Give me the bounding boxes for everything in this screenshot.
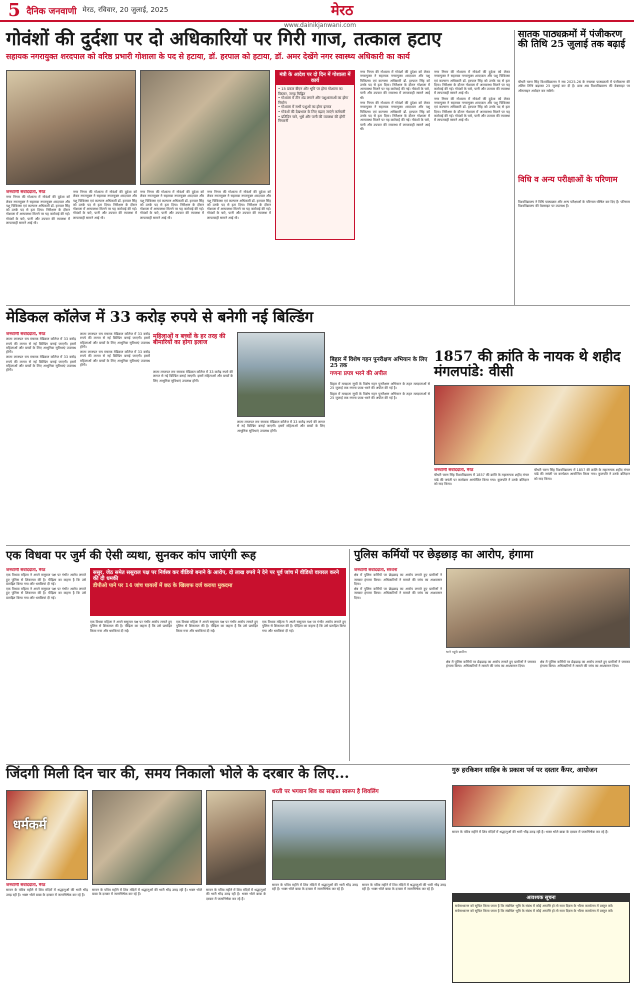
lead-box-list — [276, 85, 354, 126]
police-body-col3 — [540, 660, 630, 760]
police-body-col1 — [354, 568, 442, 760]
lead-box-item: • गोवंशों की देखभाल के लिए बढ़ाए जाएंगे कर्मचारी — [278, 109, 346, 114]
police-body-cont: क्षेत्र में पुलिस कर्मियों पर छेड़छाड़ का आरोप लगाते हुए ग्रामीणों ने जमकर हंगामा किया। अधिकारियों ने मामले की जांच का आश्वासन दिया। — [540, 660, 630, 669]
lead-body-col6 — [434, 70, 510, 300]
lead-box-title: मंत्री के आदेश पर दो दिन में गोशाला में कार्य — [276, 71, 354, 85]
bottom-photo — [6, 790, 88, 880]
freedom-headline: 1857 की क्रांति के नायक थे शहीद मंगलपांडे: वीसी — [434, 349, 621, 380]
lead-subhead: सहायक नगरायुक्त शरदपाल को वरिष्ठ प्रभारी गोशाला के पद से हटाया, डॉ. हरपाल को हटाया, डॉ. अमर देखेंगे नगर स्वास्थ्य अधिकारी का कार्य — [6, 52, 410, 61]
lead-box-item: • गोशाला में सभी पशुओं का होगा इलाज — [278, 105, 332, 110]
website-url[interactable]: www.dainikjanwani.com — [283, 22, 357, 29]
lead-body-col3 — [140, 190, 204, 300]
medical-headline: मेडिकल कॉलेज में 33 करोड़ रुपये से बनेगी नई बिल्डिंग — [6, 308, 314, 326]
police-body-cont: क्षेत्र में पुलिस कर्मियों पर छेड़छाड़ का आरोप लगाते हुए ग्रामीणों ने जमकर हंगामा किया। अधिकारियों ने मामले की जांच का आश्वासन दिया। — [354, 587, 442, 600]
bottom-body-cont: सावन के पवित्र महीने में शिव मंदिरों में श्रद्धालुओं की भारी भीड़ उमड़ रही है। भक्त भोले बाबा के दरबार में जलाभिषेक कर रहे हैं। — [362, 883, 446, 892]
gurpurab-headline: गुरु हरकिशन साहिब के प्रकाश पर्व पर दस्तार कैंपर, आयोजन — [452, 766, 598, 774]
bottom-body-col3 — [206, 888, 266, 983]
widow-body: एक विधवा महिला ने अपने ससुराल पक्ष पर गंभीर आरोप लगाते हुए पुलिस से शिकायत की है। पीड़िता का कहना है कि उसे प्रताड़ित किया गया और धमकियां दी गईं। — [6, 573, 86, 586]
medical-callout: महिलाओं व बच्चों के हर तरह की बीमारियों का होगा इलाज — [153, 333, 226, 347]
widow-red-box-text: ससुर, जेठ समेत ससुराल पक्ष पर निर्वस्त्र कर वीडियो बनाने के आरोप, दो लाख रुपये ने देने पर पूर्व जांच में वीडियो वायरल करने की दी धमकी — [93, 570, 339, 582]
police-body: क्षेत्र में पुलिस कर्मियों पर छेड़छाड़ का आरोप लगाते हुए ग्रामीणों ने जमकर हंगामा किया। अधिकारियों ने मामले की जांच का आश्वासन दिया। — [354, 573, 442, 586]
bottom-body: सावन के पवित्र महीने में शिव मंदिरों में श्रद्धालुओं की भारी भीड़ उमड़ रही है। भक्त भोले बाबा के दरबार में जलाभिषेक कर रहे हैं। — [6, 888, 88, 897]
page-number: 5 — [8, 0, 21, 21]
section-divider — [6, 764, 630, 765]
medical-body-col1 — [6, 332, 76, 542]
lead-info-box — [275, 70, 355, 240]
side-top-headline: सातक पाठ्यक्रमों में पंजीकरण की तिथि 25 जुलाई तक बढ़ाई — [518, 29, 626, 50]
lead-body-cont: नगर निगम की गोशाला में गोवंशों की दुर्दशा को लेकर नगरायुक्त ने सहायक नगरायुक्त शरदपाल और पशु चिकित्सा एवं कल्याण अधिकारी डॉ. हरपाल सिंह को उनके पद से हटा दिया। निरीक्षण के दौरान गोशाला में अव्यवस्था मिलने पर यह कार्रवाई की गई। गोवंशों के चारे, पानी और उपचार की व्यवस्था में लापरवाही सामने आई थी। — [207, 190, 271, 220]
police-photo-caption: थाने पहुंचे ग्रामीण — [446, 650, 467, 654]
lead-box-item: • प्रतिदिन चारे, भूसे और पानी की व्यवस्था की होगी निगरानी — [278, 114, 346, 124]
masthead — [0, 0, 634, 22]
lead-headline: गोवंशों की दुर्दशा पर दो अधिकारियों पर गिरी गाज, तत्काल हटाए — [6, 29, 442, 50]
paper-name: दैनिक जनवाणी — [26, 6, 77, 17]
widow-body-cont: एक विधवा महिला ने अपने ससुराल पक्ष पर गंभीर आरोप लगाते हुए पुलिस से शिकायत की है। पीड़िता का कहना है कि उसे प्रताड़ित किया गया और धमकियां दी गईं। — [90, 620, 172, 633]
widow-body-col2 — [90, 620, 172, 760]
gurpurab-photo — [452, 785, 630, 827]
widow-body-col4 — [262, 620, 346, 760]
bottom-body-col5 — [362, 883, 446, 983]
medical-body-col2 — [80, 332, 150, 542]
mid-subhead: गणना प्रपत्र भरने की अपील — [330, 371, 387, 377]
police-byline: जनवाणी संवाददाता, सरधना — [354, 568, 398, 572]
lead-body-cont: नगर निगम की गोशाला में गोवंशों की दुर्दशा को लेकर नगरायुक्त ने सहायक नगरायुक्त शरदपाल और पशु चिकित्सा एवं कल्याण अधिकारी डॉ. हरपाल सिंह को उनके पद से हटा दिया। निरीक्षण के दौरान गोशाला में अव्यवस्था मिलने पर यह कार्रवाई की गई। गोवंशों के चारे, पानी और उपचार की व्यवस्था में लापरवाही सामने आई थी। — [434, 96, 510, 123]
dharmakarm-label: धर्मकर्म — [13, 818, 47, 833]
side-sub-text: विश्वविद्यालय ने विधि पाठ्यक्रम और अन्य परीक्षाओं के परिणाम घोषित कर दिए हैं। परिणाम विश्वविद्यालय की वेबसाइट पर उपलब्ध हैं। — [518, 200, 630, 209]
lead-body-col2 — [73, 190, 137, 300]
widow-byline: जनवाणी संवाददाता, मेरठ — [6, 568, 46, 572]
side-sub-body — [518, 200, 630, 300]
column-divider — [349, 549, 350, 761]
widow-headline: एक विधवा पर जुर्म की ऐसी व्यथा, सुनकर कांप जाएंगी रूह — [6, 548, 256, 562]
medical-body-cont: लाला लाजपत राय स्मारक मेडिकल कॉलेज में 33 करोड़ रुपये की लागत से नई बिल्डिंग बनाई जाएगी। इसमें महिलाओं और बच्चों के लिए आधुनिक सुविधाएं उपलब्ध होंगी। — [6, 355, 76, 373]
police-photo — [446, 568, 630, 648]
column-divider — [514, 30, 515, 305]
medical-body-cont: लाला लाजपत राय स्मारक मेडिकल कॉलेज में 33 करोड़ रुपये की लागत से नई बिल्डिंग बनाई जाएगी। इसमें महिलाओं और बच्चों के लिए आधुनिक सुविधाएं उपलब्ध होंगी। — [237, 420, 325, 433]
side-top-text: चौधरी चरण सिंह विश्वविद्यालय ने सत्र 2025-26 के स्नातक पाठ्यक्रमों में पंजीकरण की अंतिम तिथि बढ़ाकर 25 जुलाई कर दी है। छात्र अब विश्वविद्यालय की वेबसाइट पर ऑनलाइन आवेदन कर सकेंगे। — [518, 80, 630, 93]
bottom-body-col2 — [92, 888, 202, 983]
police-headline: पुलिस कर्मियों पर छेड़छाड़ का आरोप, हंगामा — [354, 548, 534, 561]
mid-body-text: बिहार में मतदाता सूची के विशेष गहन पुनरीक्षण अभियान के तहत मतदाताओं से 25 जुलाई तक गणना प्रपत्र भरने की अपील की गई है। — [330, 391, 430, 400]
side-top-body — [518, 80, 630, 170]
gurpurab-text: सावन के पवित्र महीने में शिव मंदिरों में श्रद्धालुओं की भारी भीड़ उमड़ रही है। भक्त भोले बाबा के दरबार में जलाभिषेक कर रहे हैं। — [452, 830, 609, 834]
lead-body: नगर निगम की गोशाला में गोवंशों की दुर्दशा को लेकर नगरायुक्त ने सहायक नगरायुक्त शरदपाल और पशु चिकित्सा एवं कल्याण अधिकारी डॉ. हरपाल सिंह को उनके पद से हटा दिया। निरीक्षण के दौरान गोशाला में अव्यवस्था मिलने पर यह कार्रवाई की गई। गोवंशों के चारे, पानी और उपचार की व्यवस्था में लापरवाही सामने आई थी। — [6, 195, 70, 226]
medical-body-cont: लाला लाजपत राय स्मारक मेडिकल कॉलेज में 33 करोड़ रुपये की लागत से नई बिल्डिंग बनाई जाएगी। इसमें महिलाओं और बच्चों के लिए आधुनिक सुविधाएं उपलब्ध होंगी। — [80, 332, 150, 349]
widow-body-col1 — [6, 568, 86, 760]
temple-photo — [272, 800, 446, 880]
police-body-col2 — [446, 660, 536, 760]
lead-photo-center — [140, 70, 270, 185]
freedom-body-col1 — [434, 468, 529, 542]
lead-body-cont: नगर निगम की गोशाला में गोवंशों की दुर्दशा को लेकर नगरायुक्त ने सहायक नगरायुक्त शरदपाल और पशु चिकित्सा एवं कल्याण अधिकारी डॉ. हरपाल सिंह को उनके पद से हटा दिया। निरीक्षण के दौरान गोशाला में अव्यवस्था मिलने पर यह कार्रवाई की गई। गोवंशों के चारे, पानी और उपचार की व्यवस्था में लापरवाही सामने आई थी। — [360, 101, 430, 131]
medical-body-col3 — [153, 370, 233, 542]
bottom-headline: जिंदगी मिली दिन चार की, समय निकालो भोले के दरबार के लिए... — [6, 766, 350, 782]
medical-body-cont: लाला लाजपत राय स्मारक मेडिकल कॉलेज में 33 करोड़ रुपये की लागत से नई बिल्डिंग बनाई जाएगी। इसमें महिलाओं और बच्चों के लिए आधुनिक सुविधाएं उपलब्ध होंगी। — [153, 370, 233, 383]
notice-body — [453, 902, 629, 978]
lead-photo-left — [6, 70, 136, 185]
bottom-body-cont: सावन के पवित्र महीने में शिव मंदिरों में श्रद्धालुओं की भारी भीड़ उमड़ रही है। भक्त भोले बाबा के दरबार में जलाभिषेक कर रहे हैं। — [272, 883, 358, 892]
lead-body-cont: नगर निगम की गोशाला में गोवंशों की दुर्दशा को लेकर नगरायुक्त ने सहायक नगरायुक्त शरदपाल और पशु चिकित्सा एवं कल्याण अधिकारी डॉ. हरपाल सिंह को उनके पद से हटा दिया। निरीक्षण के दौरान गोशाला में अव्यवस्था मिलने पर यह कार्रवाई की गई। गोवंशों के चारे, पानी और उपचार की व्यवस्था में लापरवाही सामने आई थी। — [360, 70, 430, 100]
lead-body-col4 — [207, 190, 271, 300]
widow-body-cont: एक विधवा महिला ने अपने ससुराल पक्ष पर गंभीर आरोप लगाते हुए पुलिस से शिकायत की है। पीड़िता का कहना है कि उसे प्रताड़ित किया गया और धमकियां दी गईं। — [176, 620, 258, 633]
bottom-body-cont: सावन के पवित्र महीने में शिव मंदिरों में श्रद्धालुओं की भारी भीड़ उमड़ रही है। भक्त भोले बाबा के दरबार में जलाभिषेक कर रहे हैं। — [206, 888, 266, 901]
widow-body-col3 — [176, 620, 258, 760]
notice-title: आवश्यक सूचना — [453, 894, 629, 902]
lead-body-cont: नगर निगम की गोशाला में गोवंशों की दुर्दशा को लेकर नगरायुक्त ने सहायक नगरायुक्त शरदपाल और पशु चिकित्सा एवं कल्याण अधिकारी डॉ. हरपाल सिंह को उनके पद से हटा दिया। निरीक्षण के दौरान गोशाला में अव्यवस्था मिलने पर यह कार्रवाई की गई। गोवंशों के चारे, पानी और उपचार की व्यवस्था में लापरवाही सामने आई थी। — [140, 190, 204, 220]
bottom-body-col4 — [272, 883, 358, 983]
masthead-left — [8, 0, 168, 21]
lead-body-col1 — [6, 190, 70, 300]
bottom-byline: जनवाणी संवाददाता, मेरठ — [6, 883, 46, 887]
widow-body-cont: एक विधवा महिला ने अपने ससुराल पक्ष पर गंभीर आरोप लगाते हुए पुलिस से शिकायत की है। पीड़िता का कहना है कि उसे प्रताड़ित किया गया और धमकियां दी गईं। — [262, 620, 346, 633]
portrait-photo — [206, 790, 266, 885]
bottom-body-col1 — [6, 883, 88, 983]
medical-byline: जनवाणी संवाददाता, मेरठ — [6, 332, 46, 336]
widow-body-cont: एक विधवा महिला ने अपने ससुराल पक्ष पर गंभीर आरोप लगाते हुए पुलिस से शिकायत की है। पीड़िता का कहना है कि उसे प्रताड़ित किया गया और धमकियां दी गईं। — [6, 587, 86, 600]
side-sub-headline: विधि व अन्य परीक्षाओं के परिणाम — [518, 174, 618, 184]
freedom-body-cont: चौधरी चरण सिंह विश्वविद्यालय में 1857 की क्रांति के महानायक शहीद मंगल पांडे की जयंती पर कार्यक्रम आयोजित किया गया। कुलपति ने उनके बलिदान को याद किया। — [534, 468, 630, 481]
widow-red-box-text2: डीपीओ पाने पर 14 जांच घायलों में छठ के खिलाफ दर्ज कराया मुकदमा — [93, 583, 233, 590]
medical-building-photo — [237, 332, 325, 417]
section-divider — [6, 545, 630, 546]
notice-text: सर्वसाधारण को सूचित किया जाता है कि संबंधित भूमि के संबंध में कोई आपत्ति हो तो सात दिवस के भीतर कार्यालय में प्रस्तुत करें। — [455, 904, 614, 908]
medical-body: लाला लाजपत राय स्मारक मेडिकल कॉलेज में 33 करोड़ रुपये की लागत से नई बिल्डिंग बनाई जाएगी। इसमें महिलाओं और बच्चों के लिए आधुनिक सुविधाएं उपलब्ध होंगी। — [6, 337, 76, 355]
lead-body-cont: नगर निगम की गोशाला में गोवंशों की दुर्दशा को लेकर नगरायुक्त ने सहायक नगरायुक्त शरदपाल और पशु चिकित्सा एवं कल्याण अधिकारी डॉ. हरपाल सिंह को उनके पद से हटा दिया। निरीक्षण के दौरान गोशाला में अव्यवस्था मिलने पर यह कार्रवाई की गई। गोवंशों के चारे, पानी और उपचार की व्यवस्था में लापरवाही सामने आई थी। — [434, 70, 510, 96]
city-name: मेरठ — [331, 2, 354, 19]
lead-byline: जनवाणी संवाददाता, मेरठ — [6, 190, 46, 194]
mid-body-text: बिहार में मतदाता सूची के विशेष गहन पुनरीक्षण अभियान के तहत मतदाताओं से 25 जुलाई तक गणना प्रपत्र भरने की अपील की गई है। — [330, 382, 430, 391]
lead-body-cont: नगर निगम की गोशाला में गोवंशों की दुर्दशा को लेकर नगरायुक्त ने सहायक नगरायुक्त शरदपाल और पशु चिकित्सा एवं कल्याण अधिकारी डॉ. हरपाल सिंह को उनके पद से हटा दिया। निरीक्षण के दौरान गोशाला में अव्यवस्था मिलने पर यह कार्रवाई की गई। गोवंशों के चारे, पानी और उपचार की व्यवस्था में लापरवाही सामने आई थी। — [73, 190, 137, 220]
police-body-cont: क्षेत्र में पुलिस कर्मियों पर छेड़छाड़ का आरोप लगाते हुए ग्रामीणों ने जमकर हंगामा किया। अधिकारियों ने मामले की जांच का आश्वासन दिया। — [446, 660, 536, 669]
section-divider — [6, 305, 630, 306]
lead-box-item: • गोशाला में टीन शेड लगाने और पशुशालाओं का होगा निर्माण — [278, 96, 349, 105]
shivling-headline: धरती पर भगवान शिव का साक्षात स्वरूप है शिवलिंग — [272, 789, 379, 795]
freedom-body: चौधरी चरण सिंह विश्वविद्यालय में 1857 की क्रांति के महानायक शहीद मंगल पांडे की जयंती पर कार्यक्रम आयोजित किया गया। कुलपति ने उनके बलिदान को याद किया। — [434, 473, 529, 486]
freedom-body-col2 — [534, 468, 630, 542]
freedom-photo — [434, 385, 630, 465]
mid-headline: बिहार में विशेष गहन पुनरीक्षण अभियान के लिए 25 तक — [330, 357, 428, 369]
widow-red-box — [90, 568, 346, 616]
medical-body-cont: लाला लाजपत राय स्मारक मेडिकल कॉलेज में 33 करोड़ रुपये की लागत से नई बिल्डिंग बनाई जाएगी। इसमें महिलाओं और बच्चों के लिए आधुनिक सुविधाएं उपलब्ध होंगी। — [80, 350, 150, 368]
bottom-body-cont: सावन के पवित्र महीने में शिव मंदिरों में श्रद्धालुओं की भारी भीड़ उमड़ रही है। भक्त भोले बाबा के दरबार में जलाभिषेक कर रहे हैं। — [92, 888, 202, 897]
lead-box-item: • 15 प्रकार बीएन और भूमि पर होगा गोशाला का विस्तार, जगह चिह्नित — [278, 87, 343, 96]
notice-ad — [452, 893, 630, 983]
medical-body-col4 — [237, 420, 325, 542]
notice-text: सर्वसाधारण को सूचित किया जाता है कि संबंधित भूमि के संबंध में कोई आपत्ति हो तो सात दिवस के भीतर कार्यालय में प्रस्तुत करें। — [455, 909, 614, 914]
freedom-byline: जनवाणी संवाददाता, मेरठ — [434, 468, 474, 472]
edition-info: मेरठ, रविवार, 20 जुलाई, 2025 — [82, 5, 169, 14]
mid-body — [330, 382, 430, 542]
devotees-photo — [92, 790, 202, 885]
lead-body-col5 — [360, 70, 430, 300]
gurpurab-body — [452, 830, 630, 890]
